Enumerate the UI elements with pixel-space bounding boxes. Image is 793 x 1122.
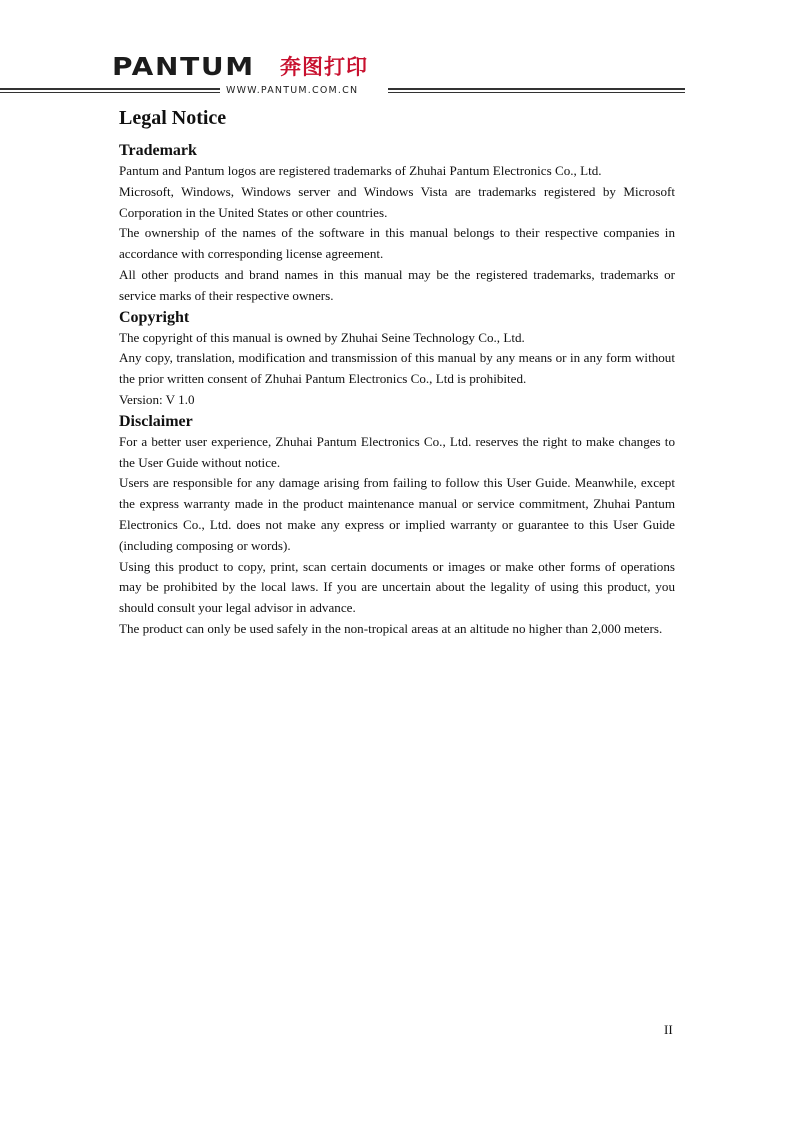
page-header <box>0 0 793 100</box>
section-heading: Disclaimer <box>119 412 193 430</box>
paragraph: The product can only be used safely in the non-tropical areas at an altitude no higher than 2,000 meters. <box>119 620 663 636</box>
paragraph: The copyright of this manual is owned by Zhuhai Seine Technology Co., Ltd. <box>119 329 525 345</box>
paragraph: Pantum and Pantum logos are registered trademarks of Zhuhai Pantum Electronics Co., Ltd. <box>119 163 602 178</box>
pantum-logo <box>112 52 368 81</box>
brand-name-cn: 奔图打印 <box>280 55 368 79</box>
paragraph: Users are responsible for any damage arising from failing to follow this User Guide. Meanwhile, except the express warranty made in the product maintenance manual or service commitment, Zhuhai Pantum Electronics Co., Ltd. does not make any express or implied warranty or guarantee to this User Guide (including composing or words). <box>119 475 675 553</box>
paragraph: For a better user experience, Zhuhai Pantum Electronics Co., Ltd. reserves the right to make changes to the User Guide without notice. <box>119 433 675 470</box>
brand-name-en: PANTUM <box>112 52 255 81</box>
header-rule-left <box>0 86 220 96</box>
page-number: II <box>664 1022 673 1037</box>
page-title: Legal Notice <box>119 107 227 129</box>
paragraph: Using this product to copy, print, scan certain documents or images or make other forms of operations may be prohibited by the local laws. If you are uncertain about the legality of using this product, you should consult your legal advisor in advance. <box>119 558 675 616</box>
section-heading: Trademark <box>119 142 197 159</box>
paragraph: The ownership of the names of the software in this manual belongs to their respective companies in accordance with corresponding license agreement. <box>119 225 675 262</box>
paragraph: Microsoft, Windows, Windows server and Windows Vista are trademarks registered by Microsoft Corporation in the United States or other countries. <box>119 183 675 220</box>
header-rule-right <box>388 86 685 96</box>
disclaimer-section <box>119 411 675 640</box>
paragraph: Any copy, translation, modification and transmission of this manual by any means or in any form without the prior written consent of Zhuhai Pantum Electronics Co., Ltd is prohibited. <box>119 350 675 387</box>
legal-notice-content <box>119 104 675 640</box>
version-text: Version: V 1.0 <box>119 391 195 407</box>
trademark-section <box>119 140 675 307</box>
section-heading: Copyright <box>119 308 190 326</box>
website-url: WWW.PANTUM.COM.CN <box>226 85 359 96</box>
copyright-section <box>119 307 675 411</box>
paragraph: All other products and brand names in this manual may be the registered trademarks, trademarks or service marks of their respective owners. <box>119 266 675 303</box>
